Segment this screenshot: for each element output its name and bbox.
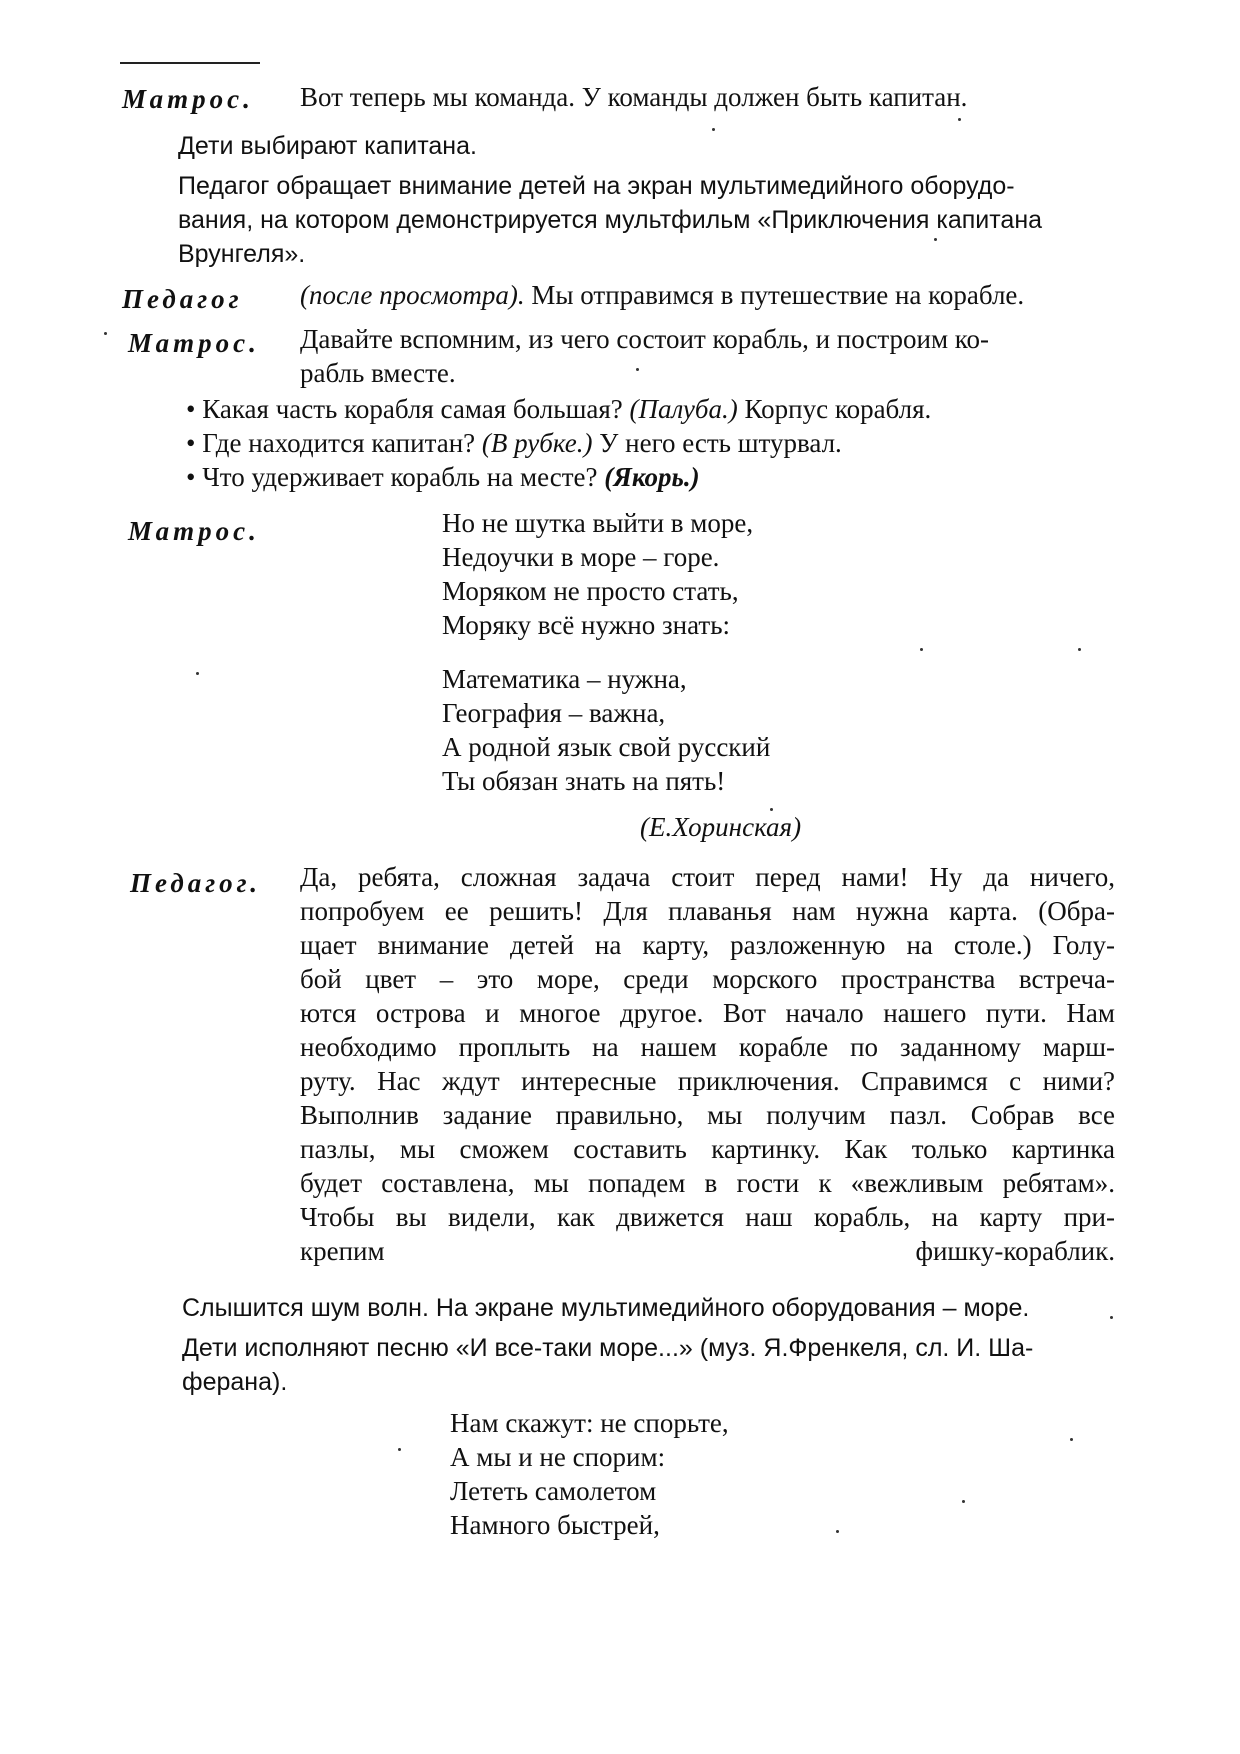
stage-remark-line: ферана). <box>182 1368 288 1396</box>
paragraph-line: будет составлена, мы попадем в гости к «вежливым ребятам». <box>300 1168 1115 1198</box>
speaker-label-matros: Матрос. <box>122 84 254 114</box>
scan-speck <box>196 672 199 675</box>
poem-line: Ты обязан знать на пять! <box>442 766 726 796</box>
scan-speck <box>398 1448 401 1451</box>
speech-paragraph <box>300 860 1115 1268</box>
stage-remark-line: Врунгеля». <box>178 240 306 268</box>
speech-line: Вот теперь мы команда. У команды должен быть капитан. <box>300 82 968 112</box>
stage-remark-line: Педагог обращает внимание детей на экран мультимедийного оборудо- <box>178 172 1015 200</box>
speaker-label-pedagog: Педагог. <box>130 868 262 898</box>
question-text: Какая часть корабля самая большая? <box>202 394 623 424</box>
poem-line: Моряком не просто стать, <box>442 576 739 606</box>
scan-speck <box>770 808 773 811</box>
poem-line: Моряку всё нужно знать: <box>442 610 731 640</box>
paragraph-line: руту. Нас ждут интересные приключения. Справимся с ними? <box>300 1066 1115 1096</box>
poem-author: (Е.Хоринская) <box>640 812 802 842</box>
stage-remark: Дети выбирают капитана. <box>178 132 477 160</box>
answer-text: (Палуба.) <box>629 394 738 424</box>
paragraph-line: Чтобы вы видели, как движется наш корабль, на карту при- <box>300 1202 1115 1232</box>
scan-speck <box>958 118 961 121</box>
bullet-icon: • <box>186 462 196 492</box>
speaker-label-pedagog: Педагог <box>122 284 243 314</box>
scan-speck <box>1078 648 1081 651</box>
poem-line: А родной язык свой русский <box>442 732 771 762</box>
scan-speck <box>836 1530 839 1533</box>
scan-speck <box>1070 1438 1073 1441</box>
scan-speck <box>636 368 639 371</box>
poem-line: География – важна, <box>442 698 666 728</box>
speaker-label-matros: Матрос. <box>128 516 260 546</box>
paragraph-line: крепим фишку-кораблик. <box>300 1236 1115 1266</box>
poem-line: Недоучки в море – горе. <box>442 542 720 572</box>
bullet-icon: • <box>186 428 196 458</box>
poem-line: Но не шутка выйти в море, <box>442 508 754 538</box>
scan-speck <box>1110 1316 1113 1319</box>
speech-line: рабль вместе. <box>300 358 456 388</box>
bullet-icon: • <box>186 394 196 424</box>
scan-speck <box>934 238 937 241</box>
list-item <box>186 394 931 425</box>
paragraph-line: ются острова и многое другое. Вот начало нашего пути. Нам <box>300 998 1115 1028</box>
answer-tail: Корпус корабля. <box>744 394 932 424</box>
paragraph-line: щает внимание детей на карту, разложенную на столе.) Голу- <box>300 930 1115 960</box>
speech-line: Давайте вспомним, из чего состоит корабль, и построим ко- <box>300 324 990 354</box>
poem-line: Намного быстрей, <box>450 1510 660 1540</box>
answer-text: (В рубке.) <box>481 428 593 458</box>
scan-speck <box>962 1500 965 1503</box>
answer-tail: У него есть штурвал. <box>599 428 842 458</box>
list-item <box>186 428 842 459</box>
paragraph-line: попробуем ее решить! Для плаванья нам нужна карта. (Обра- <box>300 896 1115 926</box>
poem-line: Лететь самолетом <box>450 1476 657 1506</box>
question-text: Что удерживает корабль на месте? <box>202 462 598 492</box>
scan-speck <box>920 648 923 651</box>
top-rule <box>120 62 260 64</box>
question-text: Где находится капитан? <box>202 428 476 458</box>
speaker-label-matros: Матрос. <box>128 328 260 358</box>
poem-line: Математика – нужна, <box>442 664 687 694</box>
speech-text: Мы отправимся в путешествие на корабле. <box>531 280 1025 310</box>
paragraph-line: бой цвет – это море, среди морского пространства встреча- <box>300 964 1115 994</box>
answer-text: (Якорь.) <box>604 462 700 492</box>
paragraph-line: необходимо проплыть на нашем корабле по заданному марш- <box>300 1032 1115 1062</box>
stage-remark: Слышится шум волн. На экране мультимедийного оборудования – море. <box>182 1294 1030 1322</box>
stage-direction: (после просмотра). <box>300 280 525 310</box>
poem-line: А мы и не спорим: <box>450 1442 666 1472</box>
list-item <box>186 462 700 493</box>
poem-line: Нам скажут: не спорьте, <box>450 1408 729 1438</box>
scan-speck <box>104 332 107 335</box>
stage-remark-line: Дети исполняют песню «И все-таки море...» (муз. Я.Френкеля, сл. И. Ша- <box>182 1334 1034 1362</box>
paragraph-line: Да, ребята, сложная задача стоит перед нами! Ну да ничего, <box>300 862 1115 892</box>
stage-remark-line: вания, на котором демонстрируется мультфильм «Приключения капитана <box>178 206 1043 234</box>
scan-speck <box>712 128 715 131</box>
paragraph-line: пазлы, мы сможем составить картинку. Как только картинка <box>300 1134 1115 1164</box>
paragraph-line: Выполнив задание правильно, мы получим пазл. Собрав все <box>300 1100 1115 1130</box>
speech-line <box>300 280 1024 311</box>
